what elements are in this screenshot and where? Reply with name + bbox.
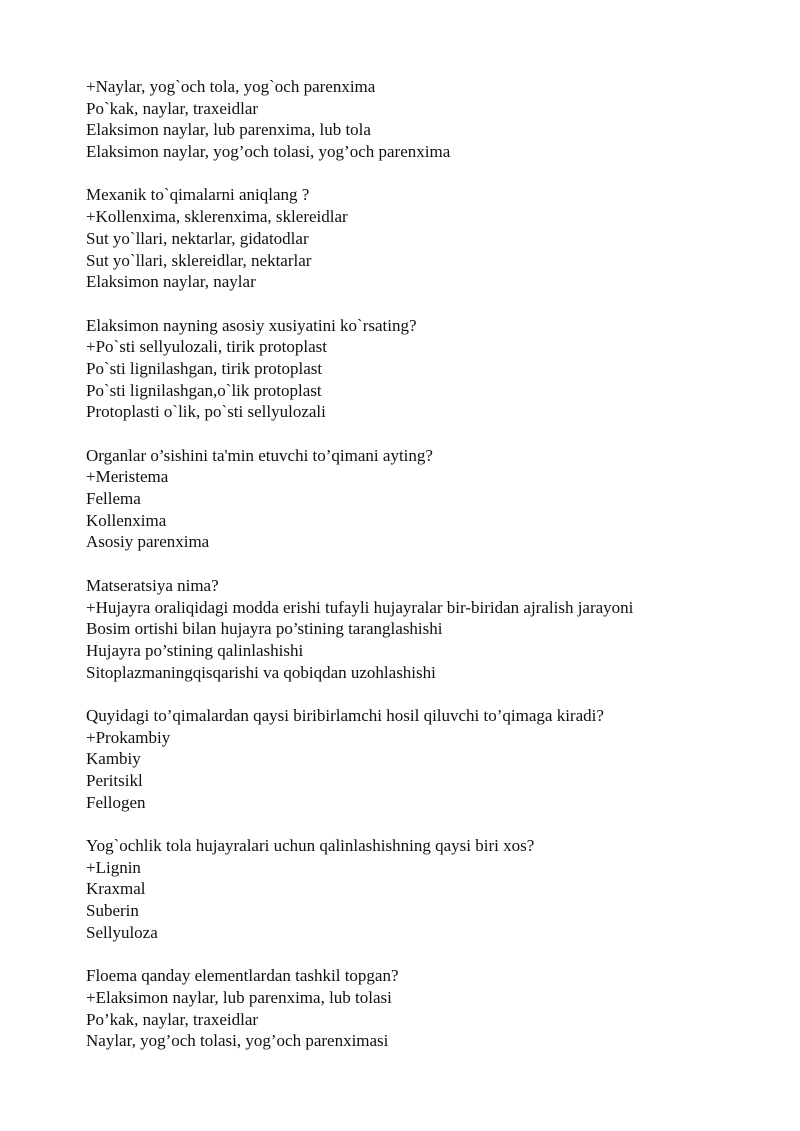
answer-option: Sut yo`llari, nektarlar, gidatodlar — [86, 228, 309, 248]
answer-option: Peritsikl — [86, 771, 143, 790]
block-spacer — [86, 163, 766, 185]
answer-option: Elaksimon naylar, lub parenxima, lub tola — [86, 120, 371, 140]
answer-option-correct: +Lignin — [86, 857, 141, 877]
question-text: Floema qanday elementlardan tashkil topgan? — [86, 966, 399, 986]
answer-option: Sellyuloza — [86, 922, 158, 942]
answer-option: Sut yo`llari, sklereidlar, nektarlar — [86, 250, 312, 270]
block-spacer — [86, 944, 766, 966]
question-text: Quyidagi to’qimalardan qaysi biribirlamchi hosil qiluvchi to’qimaga kiradi? — [86, 705, 604, 725]
question-block — [86, 445, 766, 553]
answer-option: Suberin — [86, 901, 139, 921]
answer-option: Protoplasti o`lik, po`sti sellyulozali — [86, 402, 326, 422]
question-text: Mexanik to`qimalarni aniqlang ? — [86, 185, 310, 205]
answer-option-correct: +Prokambiy — [86, 727, 171, 747]
answer-option-correct: +Meristema — [86, 467, 169, 487]
answer-option: Bosim ortishi bilan hujayra po’stining taranglashishi — [86, 619, 443, 639]
question-block — [86, 575, 766, 683]
question-block — [86, 835, 766, 943]
answer-option: Po`kak, naylar, traxeidlar — [86, 98, 259, 118]
question-block — [86, 705, 766, 813]
answer-option: Hujayra po’stining qalinlashishi — [86, 640, 304, 660]
answer-option: Po`sti lignilashgan,o`lik protoplast — [86, 380, 322, 400]
answer-option: Fellogen — [86, 792, 146, 812]
answer-option: Kambiy — [86, 749, 141, 769]
question-block — [86, 315, 766, 423]
question-text: Organlar o’sishini ta'min etuvchi to’qimani ayting? — [86, 445, 433, 465]
answer-option-correct: +Elaksimon naylar, lub parenxima, lub tolasi — [86, 987, 392, 1007]
question-text: Matseratsiya nima? — [86, 575, 219, 595]
question-text: Elaksimon nayning asosiy xusiyatini ko`rsating? — [86, 315, 417, 335]
answer-option: Kraxmal — [86, 879, 146, 899]
question-text: Yog`ochlik tola hujayralari uchun qalinlashishning qaysi biri xos? — [86, 836, 535, 856]
answer-option: Po`sti lignilashgan, tirik protoplast — [86, 358, 323, 378]
answer-option-correct: +Po`sti sellyulozali, tirik protoplast — [86, 337, 327, 357]
block-spacer — [86, 553, 766, 575]
answer-option: Po’kak, naylar, traxeidlar — [86, 1009, 259, 1029]
answer-option: Sitoplazmaningqisqarishi va qobiqdan uzohlashishi — [86, 662, 436, 682]
block-spacer — [86, 683, 766, 705]
question-block — [86, 184, 766, 292]
answer-option: Elaksimon naylar, yog’och tolasi, yog’och parenxima — [86, 142, 451, 162]
question-block — [86, 965, 766, 1052]
answer-option: Kollenxima — [86, 510, 167, 530]
answer-option-correct: +Hujayra oraliqidagi modda erishi tufayli hujayralar bir-biridan ajralish jarayoni — [86, 597, 634, 617]
answer-option: Elaksimon naylar, naylar — [86, 272, 256, 292]
answer-option: Naylar, yog’och tolasi, yog’och parenximasi — [86, 1031, 389, 1051]
answer-option-correct: +Naylar, yog`och tola, yog`och parenxima — [86, 77, 376, 96]
question-block — [86, 76, 766, 163]
block-spacer — [86, 293, 766, 315]
document-body — [86, 76, 766, 1052]
answer-option: Asosiy parenxima — [86, 532, 210, 552]
block-spacer — [86, 423, 766, 445]
block-spacer — [86, 813, 766, 835]
answer-option-correct: +Kollenxima, sklerenxima, sklereidlar — [86, 207, 348, 227]
answer-option: Fellema — [86, 489, 141, 509]
